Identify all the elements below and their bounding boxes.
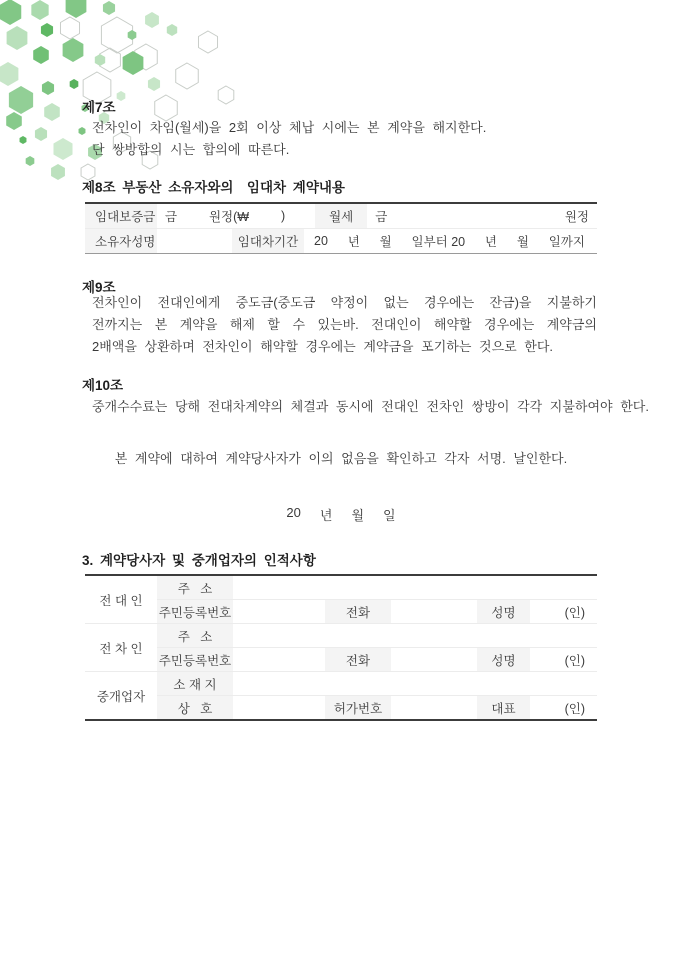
table-row — [85, 648, 597, 672]
article7-line2: 단 쌍방합의 시는 합의에 따른다. — [92, 142, 290, 157]
sublessee-name-label: 성명 — [477, 648, 530, 672]
monthly-amount-unit: 원정 — [564, 210, 589, 224]
article7-heading: 제7조 — [82, 100, 116, 115]
broker-seal-mark: (인) — [530, 696, 597, 721]
broker-party-cell: 중개업자 — [85, 672, 157, 721]
table-row — [85, 600, 597, 624]
article10-body: 중개수수료는 당해 전대차계약의 체결과 동시에 전대인 전차인 쌍방이 각각 지불하여야 한다. — [92, 399, 649, 414]
date-day-label: 일 — [383, 508, 396, 523]
article9-body: 전차인이 전대인에게 중도금(중도금 약정이 없는 경우에는 잔금)을 지불하기 전까지는 본 계약을 해제 할 수 있는바. 전대인이 해약할 경우에는 계약금의 2배액을 상환하며 전차인이 해약할 경우에는 계약금을 포기하는 것으로 한다. — [92, 295, 597, 354]
monthly-amount-prefix: 금 — [375, 210, 388, 224]
sublessee-address-label: 주 소 — [157, 624, 233, 648]
sublessee-address-value — [233, 624, 597, 648]
sublessor-phone-label: 전화 — [325, 600, 391, 624]
monthly-rent-amount-cell — [367, 204, 597, 228]
deposit-amount-unit: 원정(₩ — [208, 210, 250, 224]
lease-terms-table — [85, 202, 597, 254]
parties-table — [85, 574, 597, 721]
table-row — [85, 696, 597, 721]
deposit-amount-cell — [157, 204, 315, 228]
table-row — [85, 575, 597, 600]
article8-heading: 제8조 부동산 소유자와의 임대차 계약내용 — [82, 180, 345, 195]
period-part: 년 — [484, 235, 497, 249]
period-part: 월 — [379, 235, 392, 249]
monthly-rent-label-cell: 월세 — [315, 204, 367, 228]
sublessee-id-value — [233, 648, 325, 672]
article10-heading: 제10조 — [82, 378, 124, 393]
broker-location-label: 소 재 지 — [157, 672, 233, 696]
broker-license-label: 허가번호 — [325, 696, 391, 721]
lease-terms-row-deposit — [85, 204, 597, 228]
sublessor-phone-value — [391, 600, 477, 624]
deposit-amount-prefix: 금 — [165, 210, 178, 224]
period-part: 월 — [516, 235, 529, 249]
period-part: 일까지 — [548, 235, 585, 249]
sublessor-id-value — [233, 600, 325, 624]
sublessor-id-label: 주민등록번호 — [157, 600, 233, 624]
sublessee-phone-label: 전화 — [325, 648, 391, 672]
period-part: 일부터 20 — [411, 235, 466, 249]
sublessee-id-label: 주민등록번호 — [157, 648, 233, 672]
broker-firm-value — [233, 696, 325, 721]
table-row — [85, 672, 597, 696]
hexagon-decoration-icon — [0, 0, 250, 205]
sublessee-seal-mark: (인) — [530, 648, 597, 672]
sublessor-name-label: 성명 — [477, 600, 530, 624]
sublessor-party-cell: 전 대 인 — [99, 593, 143, 608]
sublessee-phone-value — [391, 648, 477, 672]
sublessor-address-value — [233, 575, 597, 600]
deposit-amount-close: ) — [281, 209, 286, 223]
lease-terms-row-owner — [85, 228, 597, 253]
sublessor-address-label: 주 소 — [157, 575, 233, 600]
article7-line1: 전차인이 차임(월세)을 2회 이상 체납 시에는 본 계약을 해지한다. — [92, 120, 487, 135]
sublessee-party-cell: 전 차 인 — [85, 624, 157, 672]
date-year-prefix: 20 — [286, 505, 301, 520]
confirmation-sentence: 본 계약에 대하여 계약당사자가 이의 없음을 확인하고 각자 서명. 날인한다. — [114, 451, 568, 466]
owner-name-label-cell: 소유자성명 — [85, 229, 157, 253]
period-part: 20 — [314, 234, 328, 248]
broker-firm-label: 상 호 — [157, 696, 233, 721]
lease-period-label-cell: 임대차기간 — [232, 229, 304, 253]
date-year-label: 년 — [319, 508, 333, 523]
date-line — [85, 505, 597, 524]
article9-heading: 제9조 — [82, 280, 116, 295]
deposit-label-cell: 임대보증금 — [85, 204, 157, 228]
broker-location-value — [233, 672, 597, 696]
table-row — [85, 624, 597, 648]
section3-heading: 3. 계약당사자 및 중개업자의 인적사항 — [82, 553, 316, 568]
broker-license-value — [391, 696, 477, 721]
period-part: 년 — [347, 235, 360, 249]
date-month-label: 월 — [351, 508, 365, 523]
lease-period-value-cell — [304, 229, 597, 253]
broker-representative-label: 대표 — [477, 696, 530, 721]
sublessor-seal-mark: (인) — [530, 600, 597, 624]
